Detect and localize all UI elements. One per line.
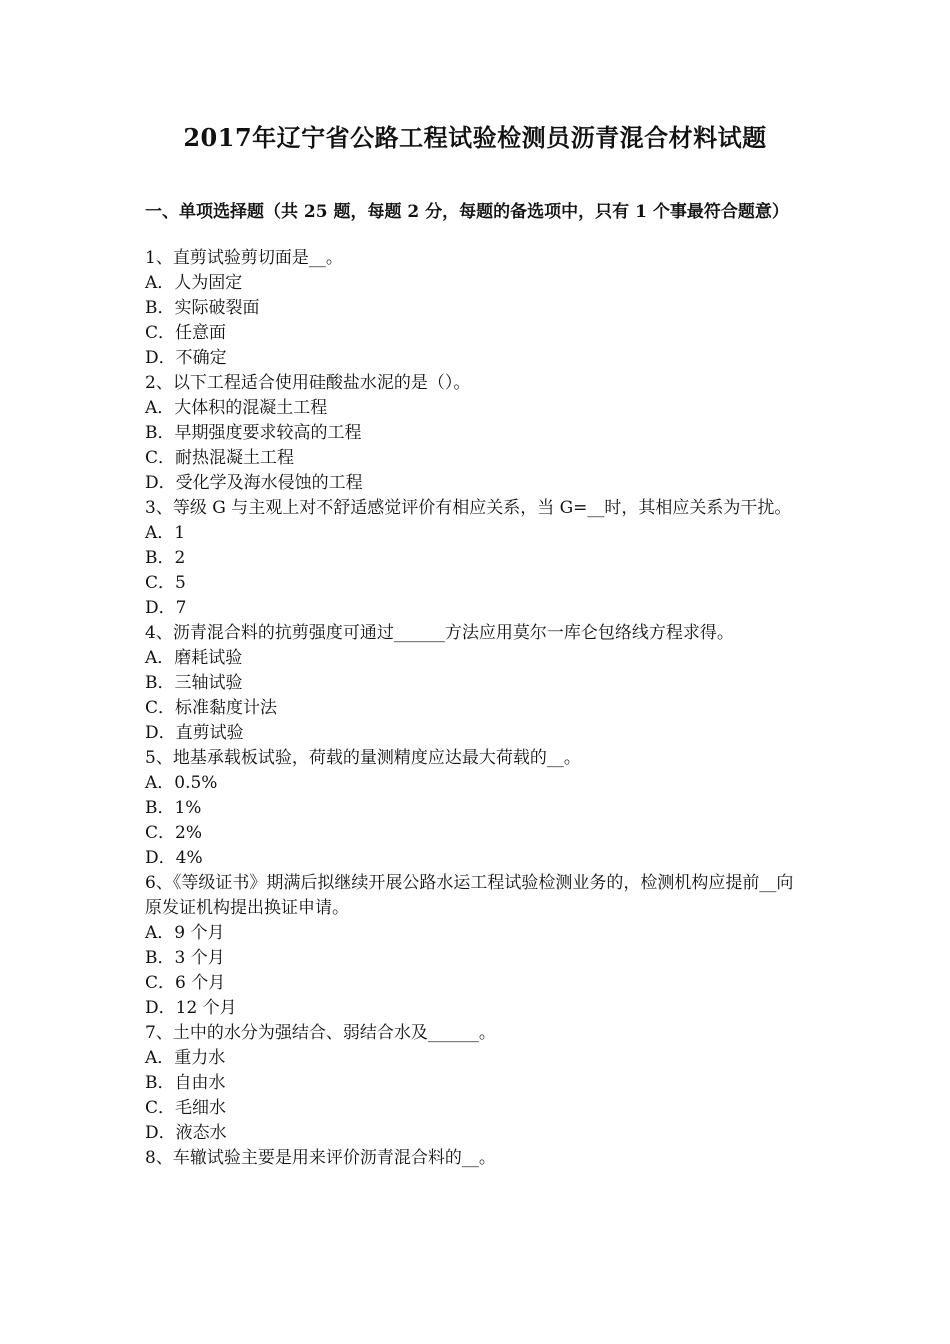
option-c: C．6 个月 [145, 973, 226, 993]
question-7 [145, 1021, 810, 1146]
question-6 [145, 871, 810, 1021]
question-stem: 5、地基承载板试验，荷载的量测精度应达最大荷载的__。 [145, 748, 581, 768]
option-d: D．受化学及海水侵蚀的工程 [145, 473, 363, 493]
question-stem: 8、车辙试验主要是用来评价沥青混合料的__。 [145, 1148, 496, 1168]
option-b: B．实际破裂面 [145, 298, 260, 318]
question-2 [145, 371, 810, 496]
question-list [145, 246, 810, 1171]
option-a: A．人为固定 [145, 273, 243, 293]
option-d: D．4% [145, 848, 203, 868]
option-a: A．大体积的混凝土工程 [145, 398, 328, 418]
question-stem: 2、以下工程适合使用硅酸盐水泥的是（）。 [145, 373, 471, 393]
question-stem: 6、《等级证书》期满后拟继续开展公路水运工程试验检测业务的，检测机构应提前__向原发证机构提出换证申请。 [145, 873, 794, 918]
option-a: A．0.5% [145, 773, 218, 793]
option-b: B．三轴试验 [145, 673, 243, 693]
option-a: A．9 个月 [145, 923, 225, 943]
option-c: C．任意面 [145, 323, 227, 343]
option-c: C．耐热混凝土工程 [145, 448, 295, 468]
question-4 [145, 621, 810, 746]
option-c: C．2% [145, 823, 202, 843]
option-a: A．重力水 [145, 1048, 226, 1068]
document-title: 2017年辽宁省公路工程试验检测员沥青混合材料试题 [183, 123, 767, 152]
option-b: B．2 [145, 548, 186, 568]
option-b: B．3 个月 [145, 948, 225, 968]
option-a: A．磨耗试验 [145, 648, 243, 668]
option-c: C．毛细水 [145, 1098, 227, 1118]
question-5 [145, 746, 810, 871]
option-d: D．直剪试验 [145, 723, 244, 743]
option-b: B．早期强度要求较高的工程 [145, 423, 362, 443]
question-3 [145, 496, 810, 621]
question-1 [145, 246, 810, 371]
question-8 [145, 1146, 810, 1171]
option-d: D．12 个月 [145, 998, 237, 1018]
question-stem: 7、土中的水分为强结合、弱结合水及______。 [145, 1023, 496, 1043]
question-stem: 4、沥青混合料的抗剪强度可通过______方法应用莫尔一库仑包络线方程求得。 [145, 623, 734, 643]
option-a: A．1 [145, 523, 186, 543]
option-c: C．标准黏度计法 [145, 698, 278, 718]
question-stem: 3、等级 G 与主观上对不舒适感觉评价有相应关系，当 G=__时，其相应关系为干扰。 [145, 498, 792, 518]
option-c: C．5 [145, 573, 186, 593]
option-d: D．7 [145, 598, 187, 618]
section-heading: 一、单项选择题（共 25 题，每题 2 分，每题的备选项中，只有 1 个事最符合题意） [145, 202, 789, 222]
question-stem: 1、直剪试验剪切面是__。 [145, 248, 343, 268]
option-b: B．1% [145, 798, 202, 818]
option-d: D．不确定 [145, 348, 227, 368]
option-d: D．液态水 [145, 1123, 227, 1143]
option-b: B．自由水 [145, 1073, 226, 1093]
